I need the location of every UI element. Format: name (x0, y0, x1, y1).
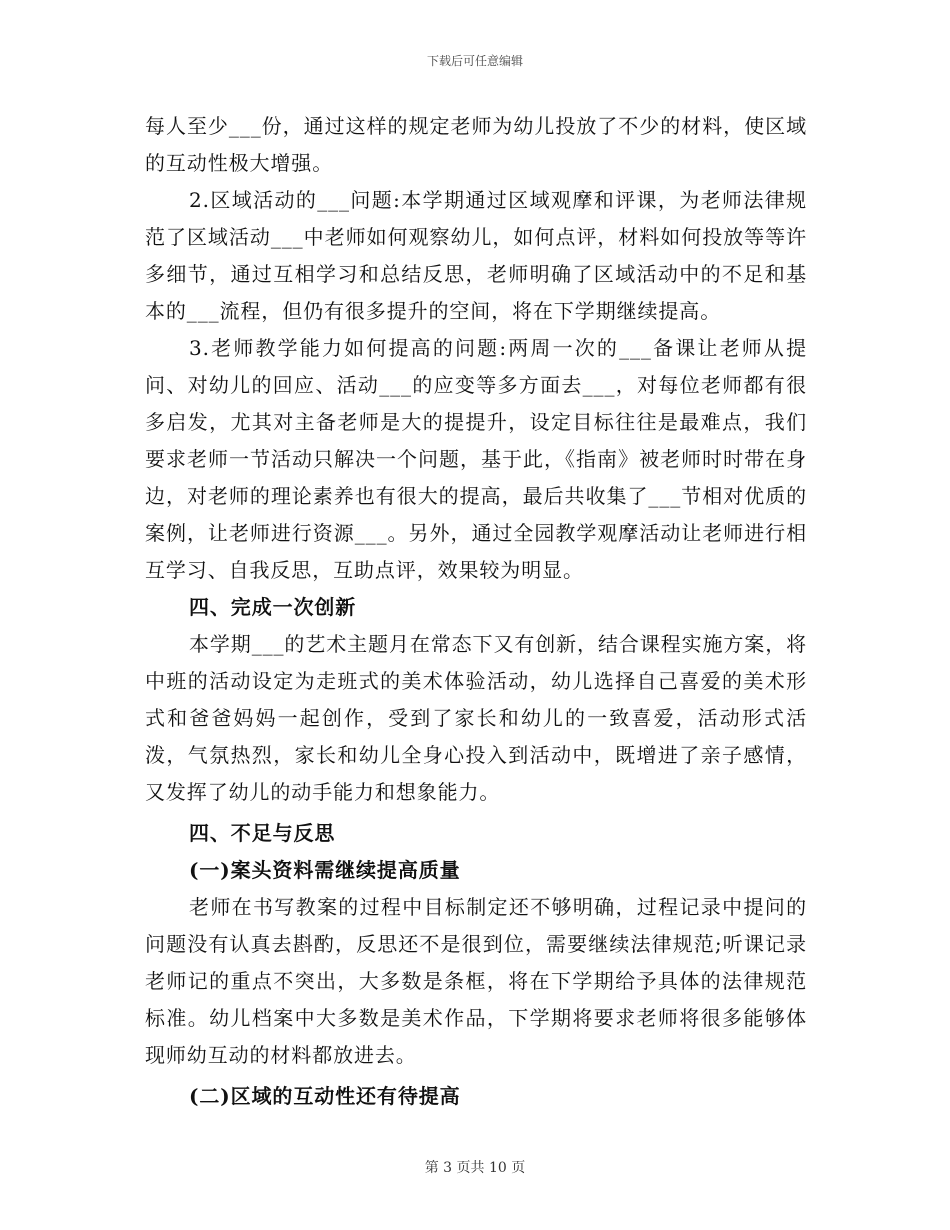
page-header: 下载后可任意编辑 (426, 54, 523, 68)
paragraph-2: 2.区域活动的___问题:本学期通过区域观摩和评课，为老师法律规范了区域活动___中老师如何观察幼儿，如何点评，材料如何投放等等许多细节，通过互相学习和总结反思，老师明确了区域活动中的不足和基本的___流程，但仍有很多提升的空间，将在下学期继续提高。 (145, 188, 807, 323)
document-body (145, 108, 807, 1115)
paragraph-4: 本学期___的艺术主题月在常态下又有创新，结合课程实施方案，将中班的活动设定为走班式的美术体验活动，幼儿选择自己喜爱的美术形式和爸爸妈妈一起创作，受到了家长和幼儿的一致喜爱，活动形式活泼，气氛热烈，家长和幼儿全身心投入到活动中，既增进了亲子感情，又发挥了幼儿的动手能力和想象能力。 (145, 632, 807, 804)
paragraph-5: 老师在书写教案的过程中目标制定还不够明确，过程记录中提问的问题没有认真去斟酌，反思还不是很到位，需要继续法律规范;听课记录老师记的重点不突出，大多数是条框，将在下学期给予具体的法律规范标准。幼儿档案中大多数是美术作品，下学期将要求老师将很多能够体现师幼互动的材料都放进去。 (145, 895, 807, 1067)
paragraph-1: 每人至少___份，通过这样的规定老师为幼儿投放了不少的材料，使区域的互动性极大增强。 (145, 114, 807, 175)
section-heading-reflection: 四、不足与反思 (189, 821, 336, 845)
subsection-heading-1: (一)案头资料需继续提高质量 (189, 858, 461, 882)
paragraph-3: 3.老师教学能力如何提高的问题:两周一次的___备课让老师从提问、对幼儿的回应、活动___的应变等多方面去___，对每位老师都有很多启发，尤其对主备老师是大的提提升，设定目标往往是最难点，我们要求老师一节活动只解决一个问题，基于此，《指南》被老师时时带在身边，对老师的理论素养也有很大的提高，最后共收集了___节相对优质的案例，让老师进行资源___。另外，通过全园教学观摩活动让老师进行相互学习、自我反思，互助点评，效果较为明显。 (145, 336, 807, 582)
page-footer: 第 3 页共 10 页 (424, 1160, 526, 1176)
section-heading-innovation: 四、完成一次创新 (189, 595, 357, 619)
subsection-heading-2: (二)区域的互动性还有待提高 (189, 1084, 461, 1108)
